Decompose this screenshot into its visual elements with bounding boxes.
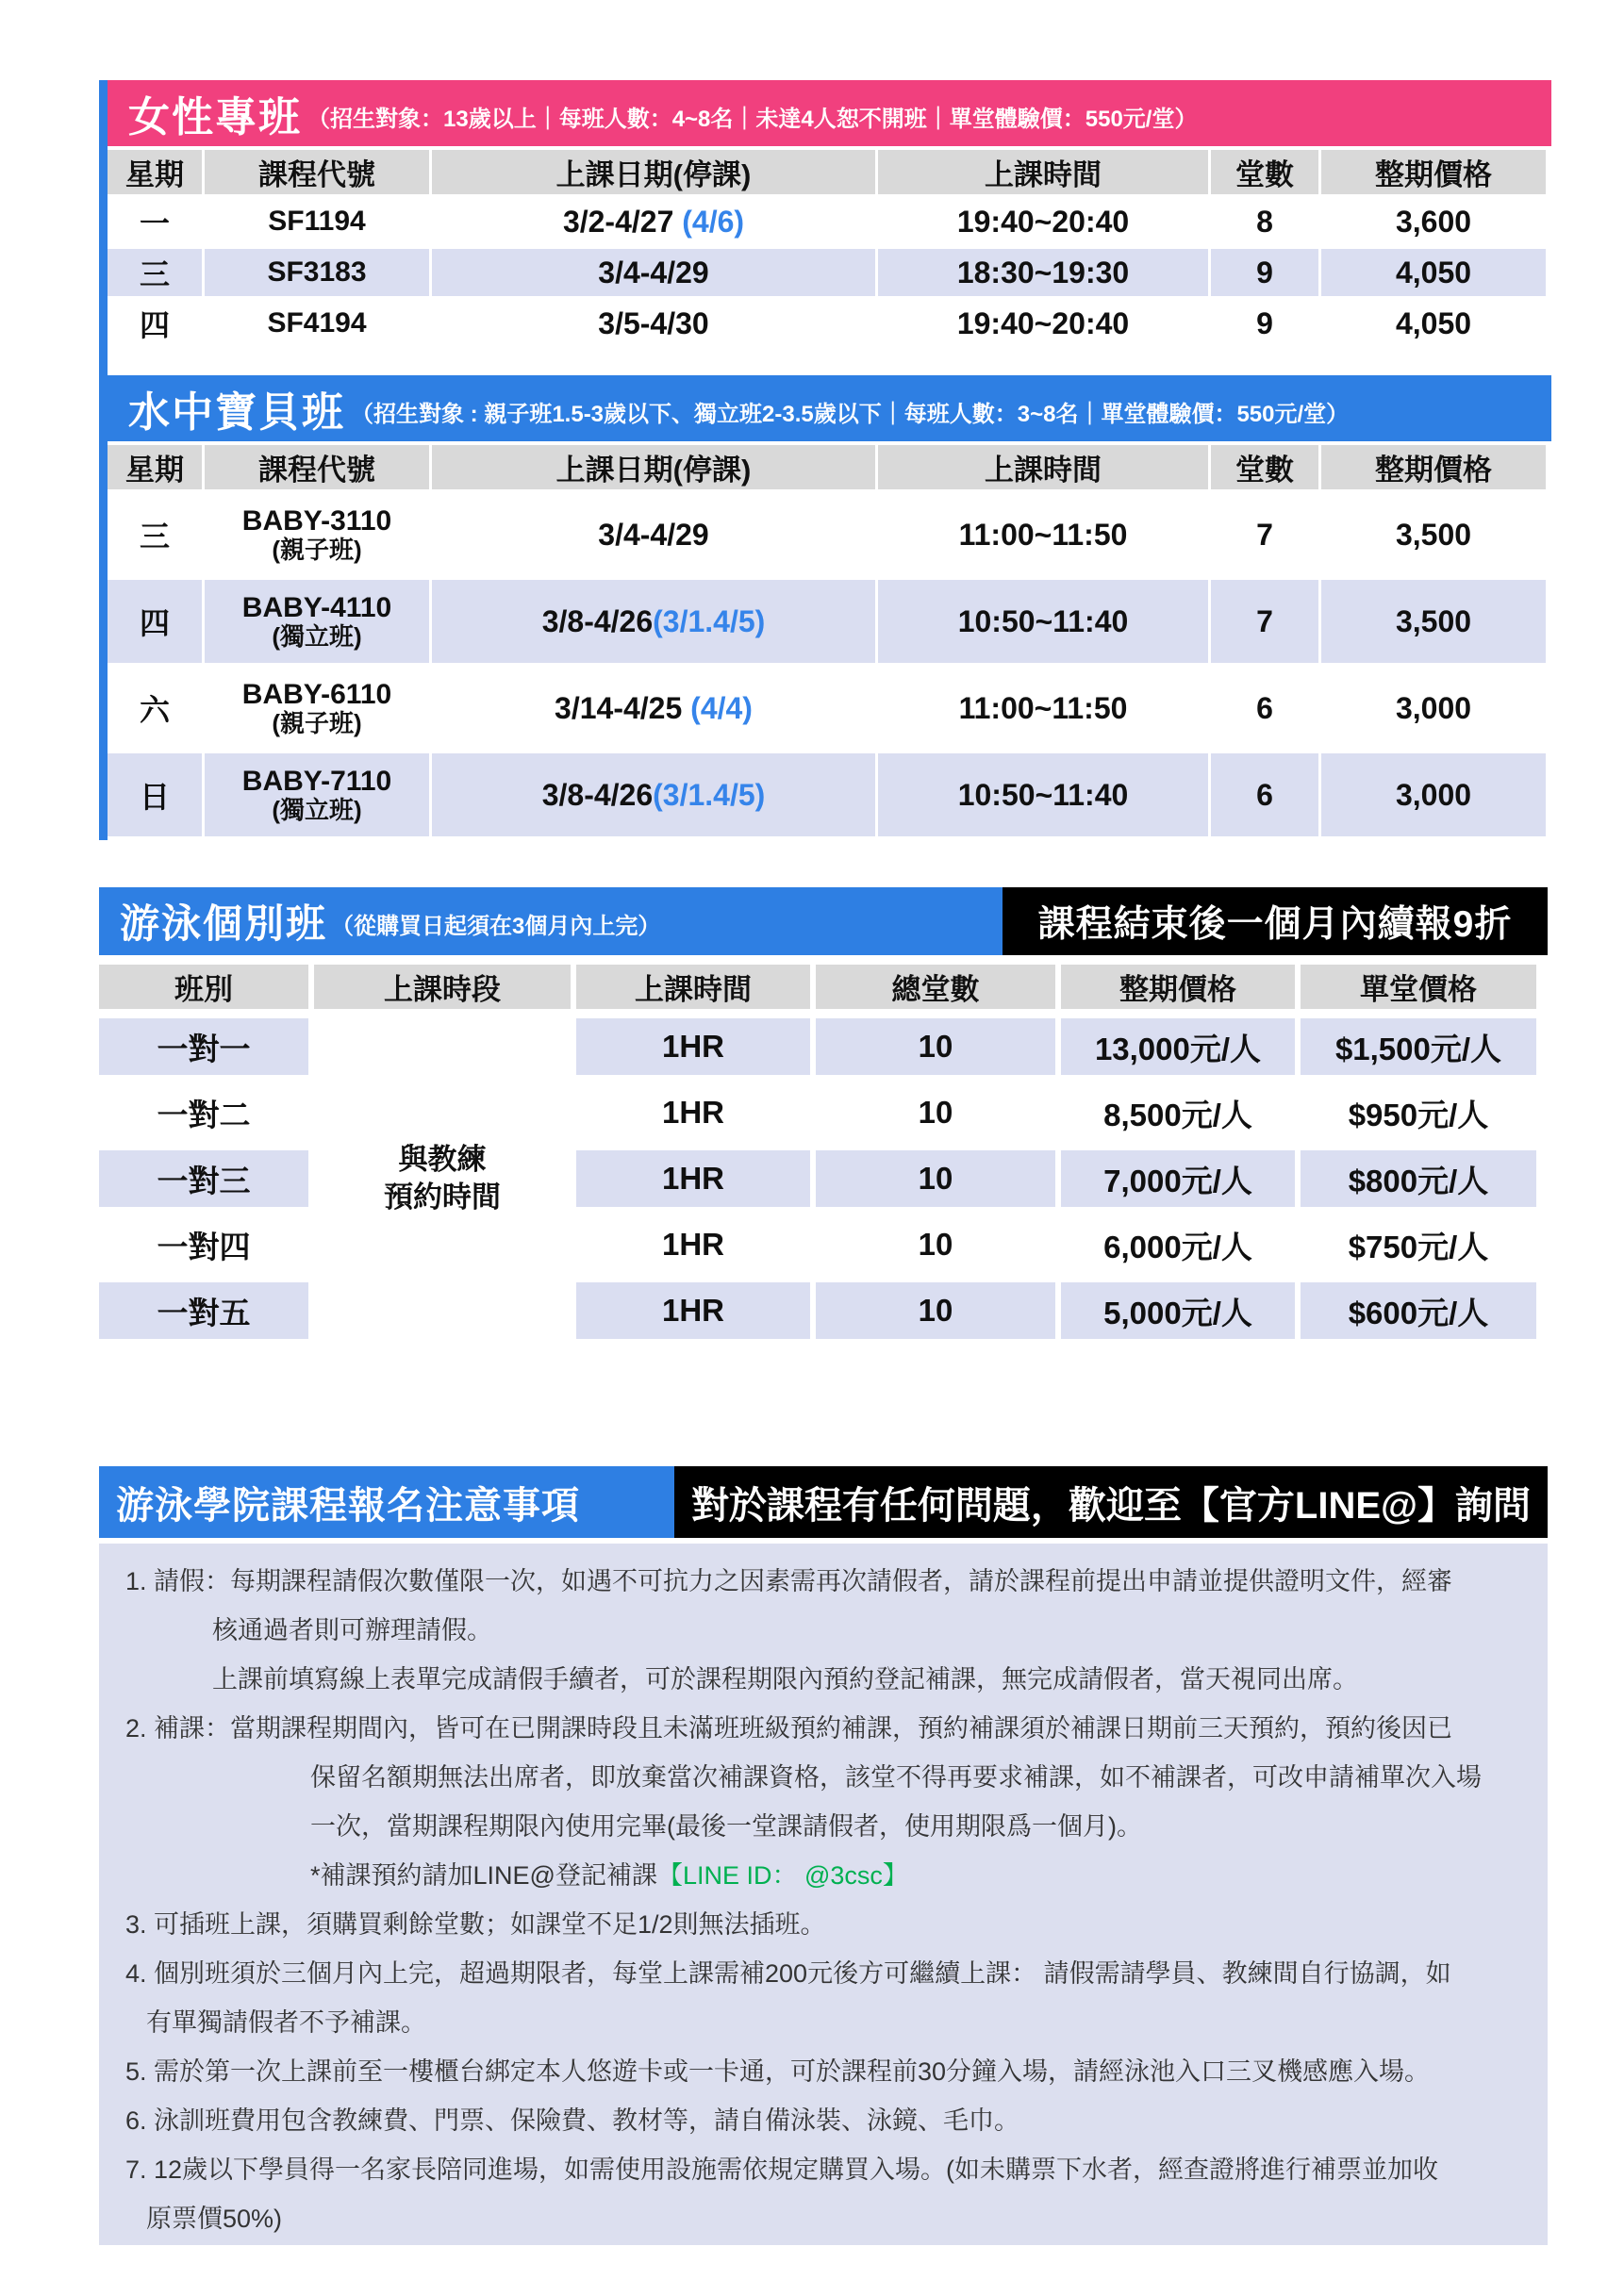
column-header: 星期 xyxy=(108,445,202,489)
cell-course-code xyxy=(205,198,429,245)
course-code: BABY-3110 xyxy=(241,504,392,537)
cell-per-session-price: $800元/人 xyxy=(1301,1150,1536,1207)
course-code-type: (獨立班) xyxy=(272,622,362,652)
column-header: 星期 xyxy=(108,150,202,194)
cell-date xyxy=(432,580,875,663)
column-header: 課程代號 xyxy=(205,445,429,489)
note-line xyxy=(125,1606,1529,1655)
cell-duration: 1HR xyxy=(576,1216,810,1273)
cell-total-sessions: 10 xyxy=(816,1150,1055,1207)
date-range: 3/14-4/25 xyxy=(555,690,683,725)
table-header-row xyxy=(108,445,1546,489)
cell-weekday: 一 xyxy=(108,198,202,245)
cell-course-code xyxy=(205,300,429,347)
cell-weekday: 四 xyxy=(108,580,202,663)
note-text: 一次，當期課程期限內使用完畢(最後一堂課請假者，使用期限爲一個月)。 xyxy=(310,1812,1142,1841)
cell-weekday: 三 xyxy=(108,493,202,576)
note-text: 上課前填寫線上表單完成請假手續者，可於課程期限內預約登記補課，無完成請假者，當天視同出席。 xyxy=(212,1665,1358,1693)
course-code: BABY-7110 xyxy=(241,765,392,797)
notes-title-box: 游泳學院課程報名注意事項 xyxy=(99,1466,674,1538)
private-class-table xyxy=(93,955,1542,1348)
table-header-row xyxy=(108,150,1546,194)
schedule-slot-line: 與教練 xyxy=(398,1142,487,1176)
table-row xyxy=(108,493,1546,576)
cell-course-code xyxy=(205,753,429,836)
cell-price: 3,500 xyxy=(1321,580,1546,663)
cell-date xyxy=(432,198,875,245)
swim-course-flyer xyxy=(99,80,1551,2245)
course-code: SF4194 xyxy=(267,307,367,339)
cell-price: 3,000 xyxy=(1321,753,1546,836)
section-subtitle: （招生對象：13歲以上｜每班人數：4~8名｜未達4人恕不開班｜單堂體驗價：550元/堂） xyxy=(307,106,1198,132)
cell-time: 11:00~11:50 xyxy=(878,667,1208,750)
note-text: 2. 補課：當期課程期間內，皆可在已開課時段且未滿班班級預約補課，預約補課須於補課日期前三天預約，預約後因已 xyxy=(125,1714,1453,1743)
cell-time: 19:40~20:40 xyxy=(878,198,1208,245)
column-header: 上課時間 xyxy=(878,150,1208,194)
date-stop-note: (3/1.4/5) xyxy=(653,603,766,638)
spacer xyxy=(108,351,1551,375)
cell-total-sessions: 10 xyxy=(816,1216,1055,1273)
cell-per-session-price: $950元/人 xyxy=(1301,1084,1536,1141)
table-header-row xyxy=(99,965,1536,1009)
table-row xyxy=(99,1018,1536,1075)
cell-price: 4,050 xyxy=(1321,300,1546,347)
schedule-slot-line: 預約時間 xyxy=(384,1181,501,1214)
cell-class-type: 一對二 xyxy=(99,1084,308,1141)
column-header: 上課日期(停課) xyxy=(432,445,875,489)
cell-class-type: 一對五 xyxy=(99,1282,308,1339)
course-code-type: (獨立班) xyxy=(272,796,362,825)
date-range: 3/8-4/26 xyxy=(541,603,654,638)
cell-date xyxy=(432,249,875,296)
note-line xyxy=(125,2096,1529,2145)
baby-class-banner xyxy=(108,375,1551,441)
women-class-banner xyxy=(108,80,1551,146)
cell-weekday: 六 xyxy=(108,667,202,750)
note-line xyxy=(125,1949,1529,1998)
cell-course-code xyxy=(205,580,429,663)
note-text: 6. 泳訓班費用包含教練費、門票、保險費、教材等，請自備泳裝、泳鏡、毛巾。 xyxy=(125,2106,1020,2135)
cell-full-price: 6,000元/人 xyxy=(1061,1216,1295,1273)
note-text: 3. 可插班上課，須購買剩餘堂數；如課堂不足1/2則無法插班。 xyxy=(125,1910,826,1939)
cell-time: 10:50~11:40 xyxy=(878,580,1208,663)
cell-sessions: 6 xyxy=(1211,667,1318,750)
cell-price: 3,600 xyxy=(1321,198,1546,245)
date-range: 3/4-4/29 xyxy=(598,517,709,552)
renewal-promo-badge: 課程結束後一個月內續報9折 xyxy=(1003,887,1548,955)
section-subtitle: （從購買日起須在3個月內上完） xyxy=(331,914,661,939)
course-code: SF3183 xyxy=(267,256,367,289)
note-text: *補課預約請加LINE@登記補課 xyxy=(310,1861,657,1890)
baby-class-table xyxy=(105,441,1549,840)
cell-sessions: 9 xyxy=(1211,300,1318,347)
note-text: 保留名額期無法出席者，即放棄當次補課資格，該堂不得再要求補課，如不補課者，可改申請補單次入場 xyxy=(310,1763,1482,1792)
line-id-highlight: 【LINE ID： @3csc】 xyxy=(656,1861,908,1890)
note-text: 有單獨請假者不予補課。 xyxy=(146,2008,426,2037)
cell-date xyxy=(432,667,875,750)
date-range: 3/5-4/30 xyxy=(598,306,709,340)
column-header: 課程代號 xyxy=(205,150,429,194)
notes-banner xyxy=(99,1466,1548,1538)
cell-duration: 1HR xyxy=(576,1282,810,1339)
cell-class-type: 一對一 xyxy=(99,1018,308,1075)
section-title: 水中寶貝班 xyxy=(128,389,345,436)
cell-time: 11:00~11:50 xyxy=(878,493,1208,576)
date-range: 3/2-4/27 xyxy=(562,204,674,239)
note-text: 5. 需於第一次上課前至一樓櫃台綁定本人悠遊卡或一卡通，可於課程前30分鐘入場，請經泳池入口三叉機感應入場。 xyxy=(125,2057,1431,2086)
cell-per-session-price: $1,500元/人 xyxy=(1301,1018,1536,1075)
line-contact-badge: 對於課程有任何問題，歡迎至【官方LINE@】詢問 xyxy=(674,1466,1548,1538)
cell-sessions: 7 xyxy=(1211,580,1318,663)
column-header: 總堂數 xyxy=(816,965,1055,1009)
cell-duration: 1HR xyxy=(576,1084,810,1141)
cell-class-type: 一對三 xyxy=(99,1150,308,1207)
cell-weekday: 四 xyxy=(108,300,202,347)
note-line xyxy=(125,1802,1529,1851)
cell-price: 3,000 xyxy=(1321,667,1546,750)
note-text: 原票價50%) xyxy=(146,2205,283,2233)
date-range: 3/4-4/29 xyxy=(598,255,709,289)
cell-date xyxy=(432,493,875,576)
cell-date xyxy=(432,300,875,347)
notes-panel xyxy=(99,1544,1548,2245)
column-header: 堂數 xyxy=(1211,445,1318,489)
private-class-title-box xyxy=(99,887,1003,955)
cell-weekday: 日 xyxy=(108,753,202,836)
column-header: 單堂價格 xyxy=(1301,965,1536,1009)
course-code: BABY-6110 xyxy=(241,678,392,710)
date-range: 3/8-4/26 xyxy=(541,777,654,812)
table-row xyxy=(108,249,1546,296)
cell-course-code xyxy=(205,249,429,296)
cell-class-type: 一對四 xyxy=(99,1216,308,1273)
note-line xyxy=(125,1900,1529,1949)
cell-date xyxy=(432,753,875,836)
cell-course-code xyxy=(205,667,429,750)
note-line xyxy=(125,1851,1529,1900)
cell-per-session-price: $600元/人 xyxy=(1301,1282,1536,1339)
note-line xyxy=(125,1704,1529,1753)
women-class-table xyxy=(105,146,1549,351)
column-header: 整期價格 xyxy=(1061,965,1295,1009)
note-text: 核通過者則可辦理請假。 xyxy=(212,1616,492,1644)
table-row xyxy=(108,753,1546,836)
cell-schedule-slot xyxy=(314,1018,571,1339)
cell-price: 3,500 xyxy=(1321,493,1546,576)
cell-full-price: 7,000元/人 xyxy=(1061,1150,1295,1207)
note-text: 1. 請假：每期課程請假次數僅限一次，如遇不可抗力之因素需再次請假者，請於課程前提出申請並提供證明文件，經審 xyxy=(125,1567,1453,1595)
note-text: 4. 個別班須於三個月內上完，超過期限者，每堂上課需補200元後方可繼續上課： 請假需請學員、教練間自行協調，如 xyxy=(125,1959,1451,1988)
cell-time: 10:50~11:40 xyxy=(878,753,1208,836)
private-class-banner xyxy=(99,887,1548,955)
table-row xyxy=(108,580,1546,663)
column-header: 上課時段 xyxy=(314,965,571,1009)
column-header: 堂數 xyxy=(1211,150,1318,194)
course-code-type: (親子班) xyxy=(272,709,362,738)
note-line xyxy=(125,1998,1529,2047)
cell-price: 4,050 xyxy=(1321,249,1546,296)
course-code: SF1194 xyxy=(268,206,366,238)
course-code-type: (親子班) xyxy=(272,536,362,565)
group-classes-block xyxy=(99,80,1551,840)
cell-sessions: 9 xyxy=(1211,249,1318,296)
note-text: 7. 12歲以下學員得一名家長陪同進場，如需使用設施需依規定購買入場。(如未購票下水者，經查證將進行補票並加收 xyxy=(125,2156,1439,2184)
column-header: 整期價格 xyxy=(1321,150,1546,194)
table-row xyxy=(108,300,1546,347)
cell-total-sessions: 10 xyxy=(816,1084,1055,1141)
column-header: 上課日期(停課) xyxy=(432,150,875,194)
column-header: 班別 xyxy=(99,965,308,1009)
cell-sessions: 6 xyxy=(1211,753,1318,836)
column-header: 整期價格 xyxy=(1321,445,1546,489)
cell-full-price: 5,000元/人 xyxy=(1061,1282,1295,1339)
table-row xyxy=(108,198,1546,245)
note-line xyxy=(125,1557,1529,1606)
cell-course-code xyxy=(205,493,429,576)
cell-duration: 1HR xyxy=(576,1018,810,1075)
course-code: BABY-4110 xyxy=(241,591,392,623)
date-stop-note: (4/6) xyxy=(673,204,745,239)
section-title: 游泳個別班 xyxy=(120,901,328,946)
note-line xyxy=(125,2047,1529,2096)
note-line xyxy=(125,1753,1529,1802)
date-stop-note: (3/1.4/5) xyxy=(653,777,766,812)
column-header: 上課時間 xyxy=(878,445,1208,489)
table-row xyxy=(108,667,1546,750)
cell-per-session-price: $750元/人 xyxy=(1301,1216,1536,1273)
section-title: 女性專班 xyxy=(128,94,302,140)
date-stop-note: (4/4) xyxy=(682,690,753,725)
column-header: 上課時間 xyxy=(576,965,810,1009)
cell-weekday: 三 xyxy=(108,249,202,296)
cell-full-price: 13,000元/人 xyxy=(1061,1018,1295,1075)
cell-time: 18:30~19:30 xyxy=(878,249,1208,296)
note-line xyxy=(125,2194,1529,2243)
cell-total-sessions: 10 xyxy=(816,1018,1055,1075)
cell-sessions: 8 xyxy=(1211,198,1318,245)
cell-full-price: 8,500元/人 xyxy=(1061,1084,1295,1141)
cell-time: 19:40~20:40 xyxy=(878,300,1208,347)
cell-total-sessions: 10 xyxy=(816,1282,1055,1339)
section-subtitle: （招生對象 : 親子班1.5-3歲以下、獨立班2-3.5歲以下｜每班人數：3~8名｜單堂體驗價：550元/堂） xyxy=(351,401,1350,427)
cell-sessions: 7 xyxy=(1211,493,1318,576)
cell-duration: 1HR xyxy=(576,1150,810,1207)
note-line xyxy=(125,1655,1529,1704)
note-line xyxy=(125,2145,1529,2194)
